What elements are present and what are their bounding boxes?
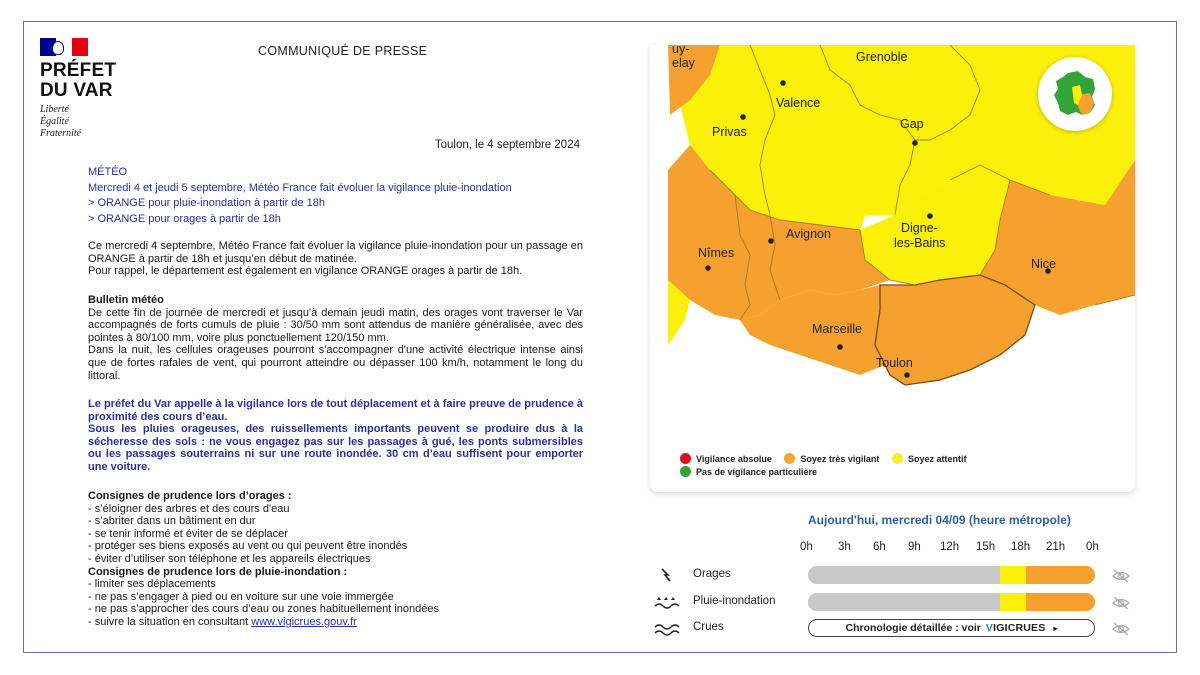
city-digne-1: Digne- bbox=[901, 221, 938, 235]
city-toulon: Toulon bbox=[876, 356, 913, 370]
city-grenoble: Grenoble bbox=[856, 50, 908, 64]
vigilance-map-card bbox=[650, 45, 1135, 492]
timeline-title: Aujourd'hui, mercredi 04/09 (heure métropole) bbox=[808, 513, 1071, 527]
row-label-crues: Crues bbox=[693, 621, 724, 633]
section-label: MÉTÉO bbox=[88, 166, 128, 178]
lightning-icon bbox=[654, 567, 682, 583]
list-item: - limiter ses déplacements bbox=[88, 578, 216, 591]
waves-icon bbox=[654, 621, 682, 637]
communique-header: COMMUNIQUÉ DE PRESSE bbox=[258, 44, 428, 58]
list-item: - ne pas s’engager à pied ou en voiture sur une voie immergée bbox=[88, 590, 394, 603]
bar-segment-gray bbox=[808, 593, 1000, 611]
hour-tick: 6h bbox=[873, 541, 886, 553]
legend-item: Soyez attentif bbox=[892, 453, 967, 464]
hour-tick: 0h bbox=[800, 541, 813, 553]
meteo-headline-block bbox=[88, 165, 512, 227]
appel-paragraph: Le préfet du Var appelle à la vigilance lors de tout déplacement et à faire preuve de prudence à proximité des cours d’eau. Sous les pluies orageuses, des ruissellements importants peuvent se produire dus à la sécheresse des sols : ne vous engagez pas sur les passages à gué, les ponts submersibles ou les passages souterrains ni sur une route inondée. 30 cm d’eau suffisent pour emporter une voiture. bbox=[88, 398, 583, 473]
bullet-pluie: > ORANGE pour pluie-inondation à partir de 18h bbox=[88, 197, 325, 209]
map-legend bbox=[680, 453, 1120, 479]
hour-tick: 18h bbox=[1011, 541, 1031, 553]
list-item: - ne pas s’approcher des cours d’eau ou zones habituellement inondées bbox=[88, 603, 440, 616]
vigicrues-link[interactable]: www.vigicrues.gouv.fr bbox=[251, 615, 357, 628]
hour-tick: 0h bbox=[1086, 541, 1099, 553]
city-nice: Nice bbox=[1031, 257, 1057, 271]
city-valence: Valence bbox=[776, 96, 821, 110]
row-label-orages: Orages bbox=[693, 568, 731, 580]
list-item: - s’éloigner des arbres et des cours d'eau bbox=[88, 502, 290, 515]
consignes-pluie-title: Consignes de prudence lors de pluie-inondation : bbox=[88, 565, 348, 578]
city-avignon: Avignon bbox=[786, 227, 831, 241]
legend-item: Soyez très vigilant bbox=[784, 453, 879, 464]
mini-france-map-icon[interactable] bbox=[1038, 57, 1112, 131]
city-cut-2: elay bbox=[672, 56, 695, 70]
eye-hidden-icon[interactable] bbox=[1112, 596, 1130, 610]
vigicrues-logo: VIGICRUES bbox=[985, 622, 1046, 634]
bar-segment-orange bbox=[1026, 566, 1095, 584]
hour-tick: 3h bbox=[838, 541, 851, 553]
row-label-pluie: Pluie-inondation bbox=[693, 595, 776, 607]
rain-flood-icon bbox=[654, 594, 682, 610]
pluie-timeline-bar[interactable] bbox=[808, 593, 1095, 611]
bulletin-title: Bulletin météo bbox=[88, 294, 164, 306]
list-item: - éviter d’utiliser son téléphone et les appareils électriques bbox=[88, 552, 371, 565]
city-marseille: Marseille bbox=[812, 322, 863, 336]
headline: Mercredi 4 et jeudi 5 septembre, Météo France fait évoluer la vigilance pluie-inondation bbox=[88, 181, 512, 194]
legend-item: Vigilance absolue bbox=[680, 453, 772, 464]
bullet-orages: > ORANGE pour orages à partir de 18h bbox=[88, 212, 281, 225]
document-date: Toulon, le 4 septembre 2024 bbox=[434, 139, 580, 151]
city-privas: Privas bbox=[712, 125, 747, 139]
eye-hidden-icon[interactable] bbox=[1112, 622, 1130, 636]
consignes-block bbox=[88, 490, 583, 629]
arrow-right-icon: ▸ bbox=[1053, 623, 1058, 633]
hour-tick: 9h bbox=[908, 541, 921, 553]
bulletin-paragraph: Bulletin météo De cette fin de journée de mercredi et jusqu'à demain jeudi matin, des orages vont traverser le Var accompagnés de forts cumuls de pluie : 30/50 mm sont attendus de manière généralisée, avec des pointes à 80/100 mm, voire plus ponctuellement 120/150 mm. Dans la nuit, les cellules orageuses pourront s'accompagner d'une activité électrique intense ainsi que de fortes rafales de vent, qui pourront atteindre ou dépasser 100 km/h, notamment le long du littoral. bbox=[88, 294, 583, 382]
prefet-title: PRÉFET DU VAR bbox=[40, 60, 117, 101]
vigicrues-chronologie-button[interactable]: Chronologie détaillée : voir VIGICRUES ▸ bbox=[808, 619, 1095, 637]
list-item: - se tenir informé et éviter de se déplacer bbox=[88, 527, 288, 540]
devise: Liberté Égalité Fraternité bbox=[40, 104, 82, 139]
bar-segment-orange bbox=[1026, 593, 1095, 611]
hour-tick: 15h bbox=[976, 541, 996, 553]
intro-paragraph: Ce mercredi 4 septembre, Météo France fait évoluer la vigilance pluie-inondation pour un passage en ORANGE à partir de 18h et jusqu’en début de matinée. Pour rappel, le département est également en vigilance ORANGE orages à partir de 18h. bbox=[88, 240, 583, 278]
list-item: - s’abriter dans un bâtiment en dur bbox=[88, 515, 256, 528]
legend-item: Pas de vigilance particulière bbox=[680, 466, 817, 477]
city-gap: Gap bbox=[900, 117, 924, 131]
list-item: - suivre la situation en consultant www.vigicrues.gouv.fr bbox=[88, 615, 357, 628]
marianne-logo-icon bbox=[40, 38, 88, 56]
city-digne-2: les-Bains bbox=[894, 236, 946, 250]
hour-tick: 12h bbox=[940, 541, 960, 553]
bar-segment-gray bbox=[808, 566, 1000, 584]
bar-segment-yellow bbox=[1000, 593, 1026, 611]
hour-tick: 21h bbox=[1046, 541, 1066, 553]
orages-timeline-bar[interactable] bbox=[808, 566, 1095, 584]
eye-hidden-icon[interactable] bbox=[1112, 569, 1130, 583]
list-item: - protéger ses biens exposés au vent ou qui peuvent être inondés bbox=[88, 540, 408, 553]
city-nimes: Nîmes bbox=[698, 246, 735, 260]
city-cut-1: uy- bbox=[672, 45, 690, 56]
bar-segment-yellow bbox=[1000, 566, 1026, 584]
prefet-logo bbox=[40, 38, 160, 140]
consignes-orages-title: Consignes de prudence lors d’orages : bbox=[88, 490, 292, 502]
